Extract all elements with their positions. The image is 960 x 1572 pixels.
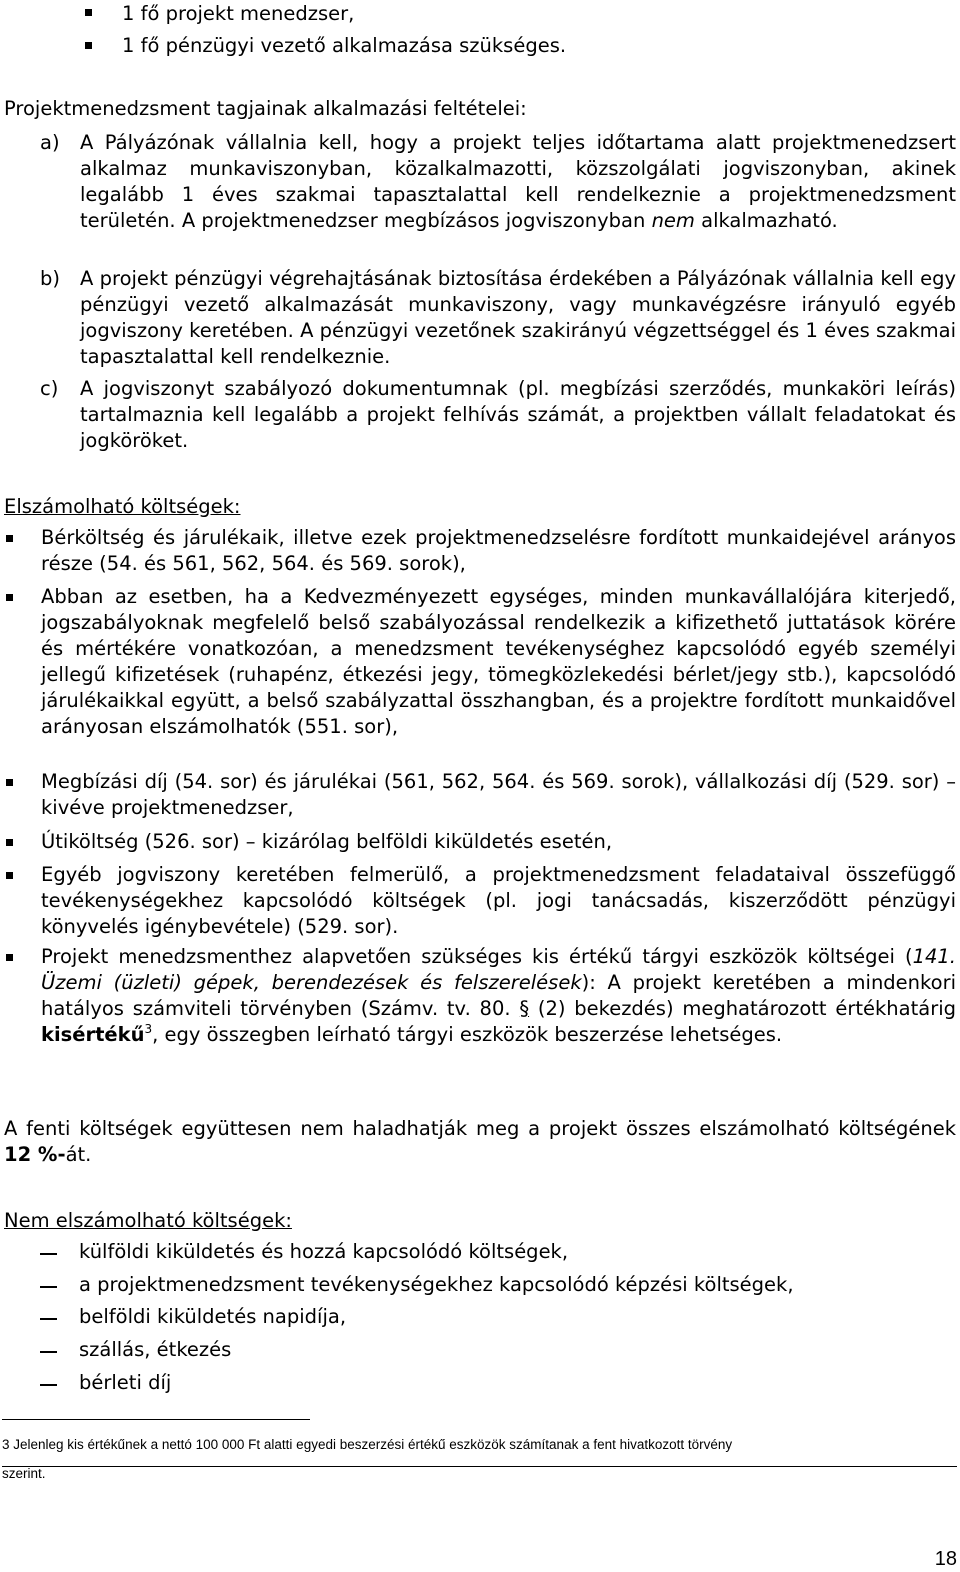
bullet-square <box>6 872 13 879</box>
eligible-item: Bérköltség és járulékaik, illetve ezek projektmenedzselésre fordított munkaidejével arányos része (54. és 561, 562, 564. és 569. sorok), <box>41 526 956 575</box>
dash-bullet <box>40 1286 57 1288</box>
eligible-last-text-d: , egy összegben leírható tárgyi eszközök beszerzése lehetséges. <box>152 1023 783 1046</box>
page-number: 18 <box>934 1548 957 1570</box>
footnote: 3 Jelenleg kis értékűnek a nettó 100 000 Ft alatti egyedi beszerzési értékű eszközök számítanak a fent hivatkozott törvény <box>2 1437 733 1452</box>
eligible-last-text-a: Projekt menedzsmenthez alapvetően szükséges kis értékű tárgyi eszközök költségei ( <box>41 945 913 968</box>
eligible-item: Abban az esetben, ha a Kedvezményezett egységes, minden munkavállalójára kiterjedő, jogszabályoknak megfelelő belső szabályozással rendelkezik a kifizethető juttatások körére és mértékére vonatkozóan, a menedzsment tevékenységhez kapcsolódó egyéb személyi jellegű kifizetések (ruhapénz, étkezési jegy, tömegközlekedési bérlet/jegy stb.), kapcsolódó járulékaikkal együtt, a belső szabályzattal összhangban, és a projektre fordított munkaidővel arányosan elszámolhatók (551. sor), <box>41 585 956 738</box>
conditions-title: Projektmenedzsment tagjainak alkalmazási feltételei: <box>4 97 527 120</box>
section-sign: § <box>519 997 530 1020</box>
list-marker: c) <box>40 377 59 400</box>
bullet-square <box>85 9 92 16</box>
ineligible-item: bérleti díj <box>79 1371 172 1394</box>
eligible-item: Útiköltség (526. sor) – kizárólag belföldi kiküldetés esetén, <box>41 830 613 853</box>
eligible-last-text-b: ): A projekt keretében a mindenkori hatályos számviteli törvényben (Számv. tv. 80. <box>41 971 956 1020</box>
bullet-square <box>6 779 13 786</box>
footnote-rule <box>2 1466 957 1467</box>
bullet-square <box>6 839 13 846</box>
eligible-item: Megbízási díj (54. sor) és járulékai (561, 562, 564. és 569. sorok), vállalkozási díj (529. sor) – kivéve projektmenedzser, <box>41 770 956 819</box>
limit-bold: 12 %- <box>4 1143 66 1166</box>
bullet-square <box>6 594 13 601</box>
condition-a-italic: nem <box>651 209 695 232</box>
eligible-item-last <box>41 944 956 1048</box>
bullet-square <box>6 954 13 961</box>
list-marker: a) <box>40 131 60 154</box>
top-bullet: 1 fő projekt menedzser, <box>122 2 355 25</box>
ineligible-item: belföldi kiküldetés napidíja, <box>79 1305 347 1328</box>
bullet-square <box>6 535 13 542</box>
top-bullet: 1 fő pénzügyi vezető alkalmazása szükséges. <box>122 34 567 57</box>
footnote-continuation: szerint. <box>2 1466 46 1481</box>
ineligible-item: a projektmenedzsment tevékenységekhez kapcsolódó képzési költségek, <box>79 1273 794 1296</box>
ineligible-title: Nem elszámolható költségek: <box>4 1209 292 1232</box>
footnote-ref: 3 <box>144 1022 153 1036</box>
condition-b: A projekt pénzügyi végrehajtásának biztosítása érdekében a Pályázónak vállalnia kell egy pénzügyi vezető alkalmazását munkaviszony, vagy munkavégzésre irányuló egyéb jogviszony keretében. A pénzügyi vezetőnek szakirányú végzettséggel és 1 éves szakmai tapasztalattal kell rendelkeznie. <box>80 267 956 368</box>
condition-a-tail: alkalmazható. <box>694 209 838 232</box>
eligible-title: Elszámolható költségek: <box>4 495 241 518</box>
condition-c: A jogviszonyt szabályozó dokumentumnak (pl. megbízási szerződés, munkaköri leírás) tartalmaznia kell legalább a projekt felhívás számát, a projektben vállalt feladatokat és jogköröket. <box>80 377 956 452</box>
condition-a <box>80 130 956 234</box>
ineligible-item: külföldi kiküldetés és hozzá kapcsolódó költségek, <box>79 1240 569 1263</box>
limit-text-a: A fenti költségek együttesen nem haladhatják meg a projekt összes elszámolható költségének <box>4 1117 956 1140</box>
list-marker: b) <box>40 267 60 290</box>
eligible-item: Egyéb jogviszony keretében felmerülő, a projektmenedzsment feladataival összefüggő tevékenységekhez kapcsolódó költségek (pl. jogi tanácsadás, kiszerződött pénzügyi könyvelés igénybevétele) (529. sor). <box>41 863 956 938</box>
eligible-last-text-c: (2) bekezdés) meghatározott értékhatárig <box>537 997 957 1020</box>
eligible-last-italic: 141. Üzemi (üzleti) gépek, berendezések és felszerelések <box>41 945 956 994</box>
limit-text-b: át. <box>65 1143 92 1166</box>
dash-bullet <box>40 1384 57 1386</box>
dash-bullet <box>40 1351 57 1353</box>
limit-paragraph <box>4 1116 956 1168</box>
dash-bullet <box>40 1318 57 1320</box>
eligible-last-bold: kisértékű <box>41 1023 145 1046</box>
ineligible-item: szállás, étkezés <box>79 1338 232 1361</box>
condition-a-text: A Pályázónak vállalnia kell, hogy a projekt teljes időtartama alatt projektmenedzsert alkalmaz munkaviszonyban, közalkalmazotti, közszolgálati jogviszonyban, akinek legalább 1 éves szakmai tapasztalattal kell rendelkeznie a projektmenedzsment területén. A projektmenedzser megbízásos jogviszonyban <box>80 131 956 232</box>
dash-bullet <box>40 1253 57 1255</box>
footnote-separator <box>2 1419 310 1420</box>
bullet-square <box>85 42 92 49</box>
